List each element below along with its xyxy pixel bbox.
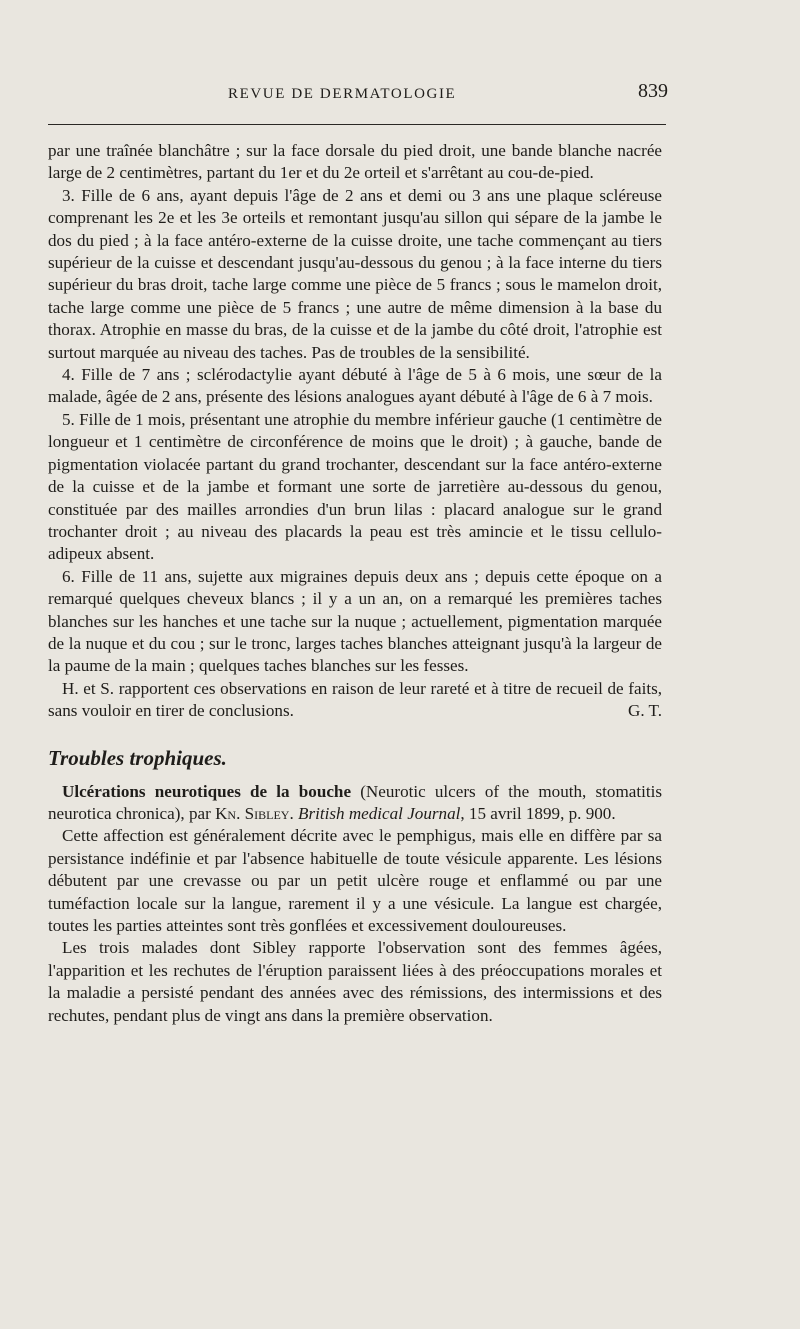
article-subtitle: (Neurotic ulcers of the mouth, stomatitis neurotica chronica), par: [48, 781, 662, 823]
section-title: Troubles trophiques.: [48, 745, 227, 770]
running-title: REVUE DE DERMATOLOGIE: [228, 86, 457, 102]
conclusion-text: H. et S. rapportent ces observations en raison de leur rareté et à titre de recueil de faits, sans vouloir en tirer de conclusions.: [48, 678, 662, 721]
page-number: 839: [638, 80, 668, 102]
signature: G. T.: [627, 701, 662, 721]
conclusion-paragraph: [48, 678, 662, 723]
observation-3: 3. Fille de 6 ans, ayant depuis l'âge de 2 ans et demi ou 3 ans une plaque scléreuse comprenant les 2e et les 3e orteils et remontant jusqu'au sillon qui sépare de la jambe le dos du pied ; à la face antéro-externe de la cuisse droite, une tache commençant au tiers supérieur de la cuisse et descendant jusqu'au-dessous du genou ; à la face interne du tiers supérieur du bras droit, tache large comme une pièce de 5 francs ; sous le mamelon droit, tache large comme une pièce de 5 francs ; une autre de même dimension à la base du thorax. Atrophie en masse du bras, de la cuisse et de la jambe du côté droit, l'atrophie est surtout marquée au niveau des taches. Pas de troubles de la sensibilité.: [48, 185, 662, 362]
observation-4: 4. Fille de 7 ans ; sclérodactylie ayant débuté à l'âge de 5 à 6 mois, une sœur de la malade, âgée de 2 ans, présente des lésions analogues ayant débuté à l'âge de 6 à 7 mois.: [48, 365, 662, 407]
article-paragraph-1: Cette affection est généralement décrite avec le pemphigus, mais elle en diffère par sa persistance indéfinie et par l'absence habituelle de toute vésicule apparente. Les lésions débutent par une crevasse ou par un petit ulcère rouge et enflammé ou par une tuméfaction locale sur la langue, rarement il y a une vésicule. La langue est chargée, toutes les parties atteintes sont très gonflées et excessivement douloureuses.: [48, 826, 662, 935]
article-heading: Ulcérations neurotiques de la bouche (Neurotic ulcers of the mouth, stomatitis neurotica chronica), par Kn. Sibley. British medical Journal, 15 avril 1899, p. 900.: [48, 781, 662, 823]
paragraph-continuation: par une traînée blanchâtre ; sur la face dorsale du pied droit, une bande blanche nacrée large de 2 centimètres, partant du 1er et du 2e orteil et s'arrêtant au cou-de-pied.: [48, 141, 662, 183]
article-citation: , 15 avril 1899, p. 900.: [460, 803, 616, 823]
header-rule: [48, 124, 666, 125]
article-paragraph-2: Les trois malades dont Sibley rapporte l'observation sont des femmes âgées, l'apparition et les rechutes de l'éruption paraissent liées à des préoccupations morales et la maladie a persisté pendant des années avec des rémissions, des intermissions et des rechutes, pendant plus de vingt ans dans la première observation.: [48, 938, 662, 1025]
article-title: Ulcérations neurotiques de la bouche: [62, 781, 352, 801]
article-journal: British medical Journal: [298, 803, 461, 823]
article-author: Kn. Sibley: [215, 803, 290, 823]
page-body: [48, 140, 662, 1027]
page-header: [48, 80, 668, 114]
observation-6: 6. Fille de 11 ans, sujette aux migraines depuis deux ans ; depuis cette époque on a remarqué quelques cheveux blancs ; il y a un an, on a remarqué les premières taches blanches sur les hanches et une tache sur la nuque ; actuellement, pigmentation marquée de la nuque et du cou ; sur le tronc, larges taches blanches atteignant jusqu'à la largeur de la paume de la main ; quelques taches blanches sur les fesses.: [48, 566, 662, 676]
observation-5: 5. Fille de 1 mois, présentant une atrophie du membre inférieur gauche (1 centimètre de longueur et 1 centimètre de circonférence de moins que le droit) ; à gauche, bande de pigmentation violacée partant du grand trochanter, descendant sur la face antéro-externe de la cuisse et de la jambe et formant une sorte de jarretière au-dessous du genou, constituée par des mailles arrondies d'un brun lilas : placard analogue sur le grand trochanter droit ; au niveau des placards la peau est très amincie et le tissu cellulo-adipeux absent.: [48, 409, 662, 564]
